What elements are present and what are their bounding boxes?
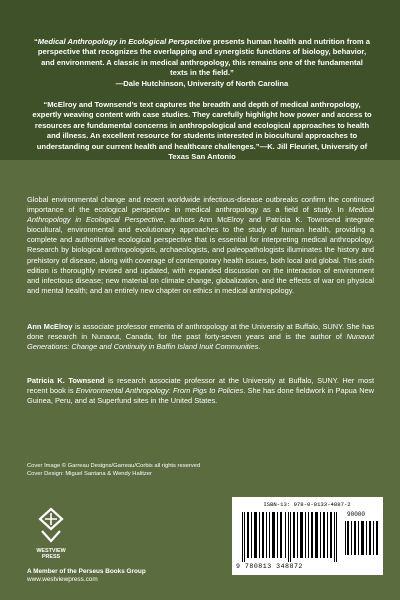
quote-open-mark: “ bbox=[33, 37, 38, 46]
description-book-title: Medical Anthropology in Ecological Perspective bbox=[27, 205, 374, 225]
cover-design-credit: Cover Design: Miguel Santana & Wendy Halitzer bbox=[27, 471, 152, 477]
description-text: , authors Ann McElroy and Patricia K. Townsend integrate biocultural, environmental and evolutionary approaches to the study of human health, providing a complete and authoritative ecological perspective that is essential for interpreting medical anthropology. Research by biological anthropologists, archaeologists, and paleopathologists illuminates the history and prehistory of disease, along with coverage of contemporary health issues, both local and global. This sixth edition is thoroughly revised and updated, with expanded discussion on the interaction of environment and infectious disease; new material on climate change, globalization, and the effects of war on physical and mental health; and an entirely new chapter on ethics in medical anthropology. bbox=[27, 215, 374, 295]
quote-book-title: Medical Anthropology in Ecological Perspective bbox=[37, 37, 211, 46]
publisher-info bbox=[27, 568, 227, 585]
price-code: 90000 bbox=[347, 511, 366, 518]
author-bio-mcelroy bbox=[27, 322, 374, 352]
logo-wordmark bbox=[30, 548, 72, 561]
book-description bbox=[27, 195, 374, 296]
bio-text-end: . bbox=[258, 342, 261, 352]
quote-attribution: —K. Jill Fleuriet, University of Texas San Antonio bbox=[168, 141, 368, 162]
isbn-text: ISBN-13: 978-0-8133-4887-2 bbox=[263, 501, 351, 508]
cover-image-credit: Cover Image © Garreau Designs/Garreau/Corbis all rights reserved bbox=[27, 463, 201, 469]
addon-barcode-bars bbox=[344, 521, 380, 555]
logo-line-2: PRESS bbox=[41, 554, 61, 561]
author-bio-townsend bbox=[27, 376, 374, 406]
westview-press-logo-icon bbox=[36, 507, 66, 545]
barcode-digits: 9 780813 348872 bbox=[236, 563, 303, 570]
quote-text: presents human health and nutrition from a perspective that recognizes the overlapping and synergistic functions of biology, behavior, and environment. A classic in medical anthropology, this remains one of the fundamental texts in the field.” bbox=[37, 37, 370, 78]
publisher-member-line: A Member of the Perseus Books Group bbox=[27, 568, 146, 575]
logo-line-1: WESTVIEW bbox=[36, 548, 66, 554]
bio-text-end: . She has done fieldwork in Papua New Guinea, Peru, and at Superfund sites in the United States. bbox=[27, 386, 374, 406]
author-name: Patricia K. Townsend bbox=[27, 376, 105, 385]
author-name: Ann McElroy bbox=[27, 322, 73, 331]
bio-text: is research associate professor at the University at Buffalo, SUNY. Her most recent book is bbox=[27, 376, 374, 396]
cover-credits bbox=[27, 462, 257, 478]
bio-book-title: Environmental Anthropology: From Pigs to Policies bbox=[75, 386, 244, 396]
isbn-barcode bbox=[232, 497, 383, 575]
review-quote-2 bbox=[32, 100, 372, 162]
ean-barcode-bars bbox=[238, 510, 342, 562]
publisher-url: www.westviewpress.com bbox=[27, 576, 98, 584]
description-text: Global environmental change and recent worldwide infectious-disease outbreaks confirm the continued importance of the ecological perspective in medical anthropology as a field of study. In bbox=[27, 195, 374, 215]
bio-book-title: Nunavut Generations: Change and Continuity in Baffin Island Inuit Communities bbox=[27, 332, 374, 352]
quote-text: “McElroy and Townsend’s text captures the breadth and depth of medical anthropology, expertly weaving content with case studies. They carefully highlight how power and access to resources are fundamental concerns in anthropological and ecological approaches to health and illness. An excellent resource for students interested in biocultural approaches to understanding our current health and healthcare challenges.” bbox=[32, 100, 372, 151]
review-quote-1 bbox=[32, 37, 372, 89]
bio-text: is associate professor emerita of anthropology at the University at Buffalo, SUNY. She has done research in Nunavut, Canada, for the past forty-seven years and is the author of bbox=[27, 322, 375, 342]
quote-attribution: —Dale Hutchinson, University of North Carolina bbox=[115, 78, 289, 88]
